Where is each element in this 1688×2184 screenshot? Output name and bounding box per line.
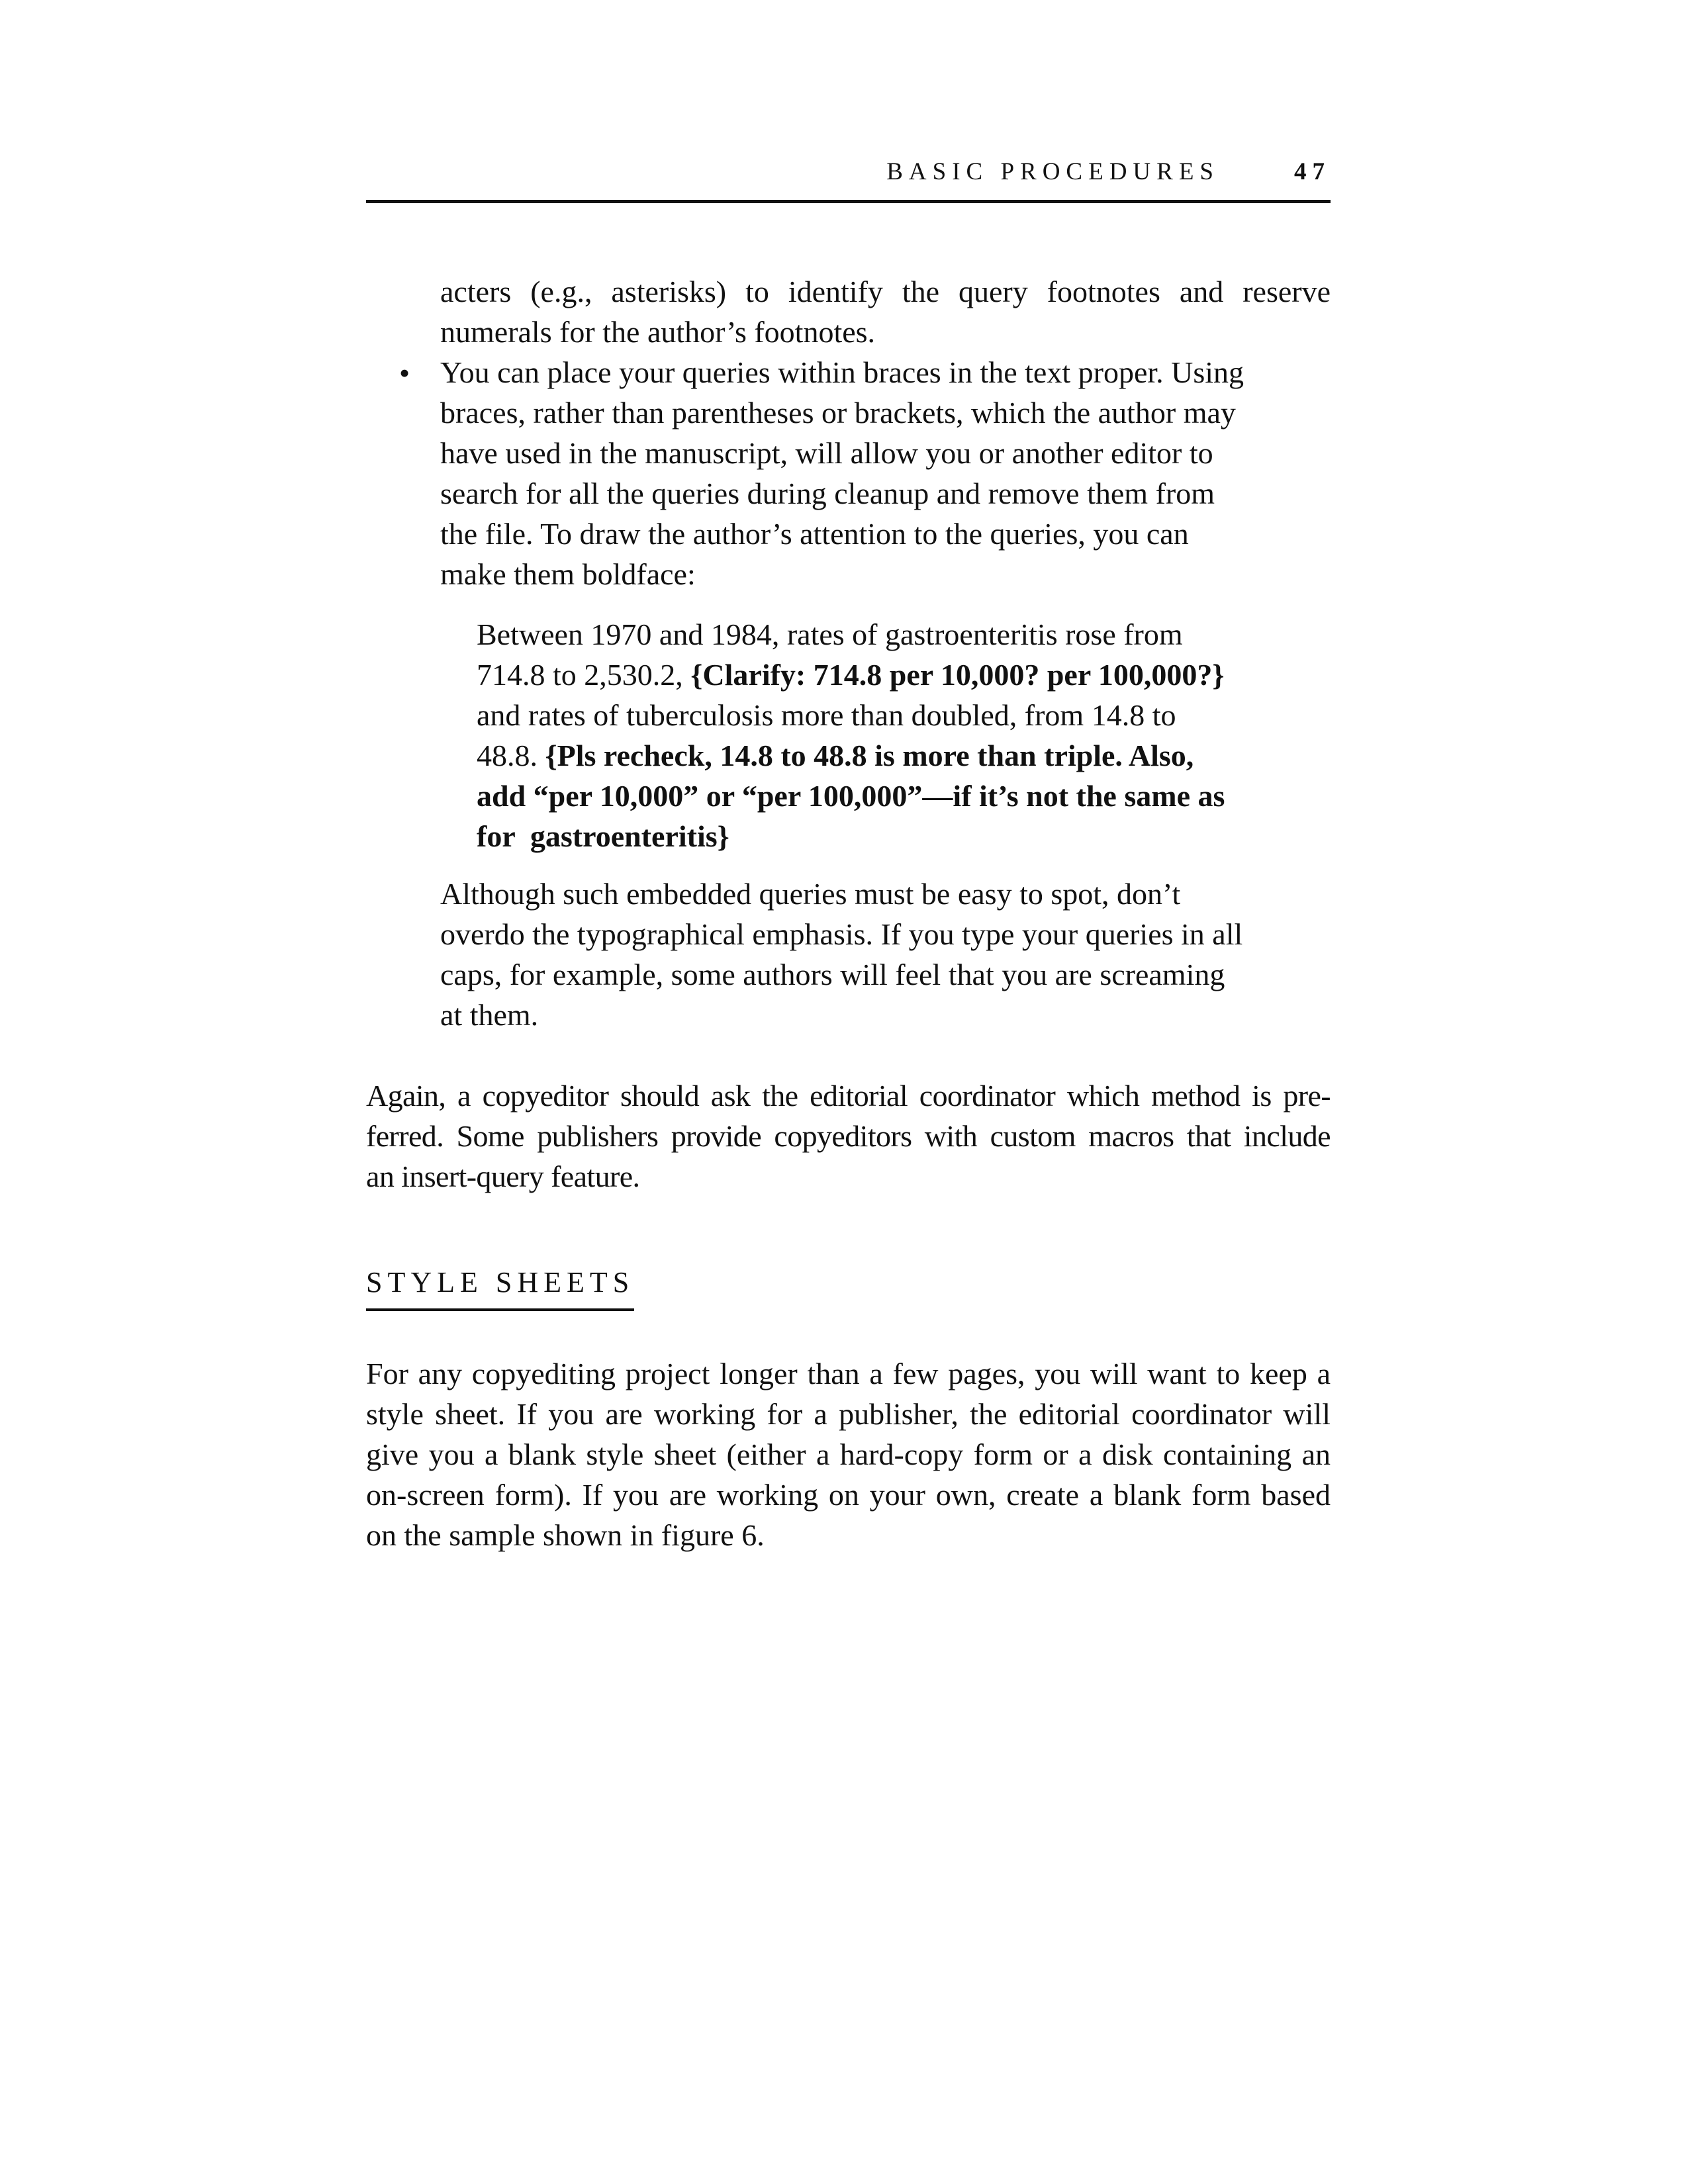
text-line (477, 816, 1331, 856)
text-line: ferred. Some publishers provide copyeditors with custom macros that include (366, 1119, 1331, 1153)
text-line: have used in the manuscript, will allow you or another editor to (440, 436, 1213, 470)
text-line: and rates of tuberculosis more than doubled, from 14.8 to (477, 698, 1176, 732)
example-block-quote (477, 614, 1331, 856)
plain-text: 48.8. (477, 739, 545, 772)
page-number: 47 (1294, 158, 1331, 185)
paragraph-again (366, 1075, 1331, 1197)
text-line: give you a blank style sheet (either a hard-copy form or a disk containing an (366, 1437, 1331, 1471)
text-line: on the sample shown in figure 6. (366, 1518, 765, 1552)
bullet-icon: • (399, 356, 410, 390)
paragraph-style-sheets (366, 1353, 1331, 1555)
after-example-paragraph (440, 874, 1331, 1035)
text-line: braces, rather than parentheses or brackets, which the author may (440, 396, 1236, 430)
text-line (477, 735, 1331, 776)
text-line: numerals for the author’s footnotes. (440, 315, 876, 349)
bold-query: {Pls recheck, 14.8 to 48.8 is more than triple. Also, (545, 739, 1194, 772)
plain-text: 714.8 to 2,530.2, (477, 658, 691, 692)
text-line: Between 1970 and 1984, rates of gastroenteritis rose from (477, 617, 1183, 651)
bold-query: add “per 10,000” or “per 100,000”—if it’s not the same as (477, 779, 1225, 813)
text-line: caps, for example, some authors will feel that you are screaming (440, 958, 1225, 991)
text-line (477, 776, 1331, 816)
bold-query: for gastroenteritis} (477, 819, 729, 853)
text-line (477, 655, 1331, 695)
text-line: the file. To draw the author’s attention to the queries, you can (440, 517, 1189, 551)
text-line: For any copyediting project longer than a few pages, you will want to keep a (366, 1357, 1331, 1390)
bold-query: {Clarify: 714.8 per 10,000? per 100,000?} (690, 658, 1225, 692)
bullet-list-item (440, 352, 1331, 594)
text-line: Again, a copyeditor should ask the editorial coordinator which method is pre- (366, 1079, 1331, 1113)
text-line: an insert-query feature. (366, 1160, 640, 1193)
text-line: acters (e.g., asterisks) to identify the query footnotes and reserve (440, 275, 1331, 308)
list-item-continuation (440, 271, 1331, 352)
running-head-title: BASIC PROCEDURES (886, 158, 1219, 185)
text-line: search for all the queries during cleanup and remove them from (440, 477, 1215, 510)
section-heading: STYLE SHEETS (366, 1265, 634, 1311)
text-line: overdo the typographical emphasis. If you type your queries in all (440, 917, 1243, 951)
text-line: make them boldface: (440, 557, 696, 591)
text-line: on-screen form). If you are working on your own, create a blank form based (366, 1478, 1331, 1512)
text-line: Although such embedded queries must be easy to spot, don’t (440, 877, 1181, 911)
text-line: You can place your queries within braces in the text proper. Using (440, 355, 1244, 389)
running-head (366, 154, 1331, 203)
text-line: at them. (440, 998, 539, 1032)
text-line: style sheet. If you are working for a publisher, the editorial coordinator will (366, 1397, 1331, 1431)
